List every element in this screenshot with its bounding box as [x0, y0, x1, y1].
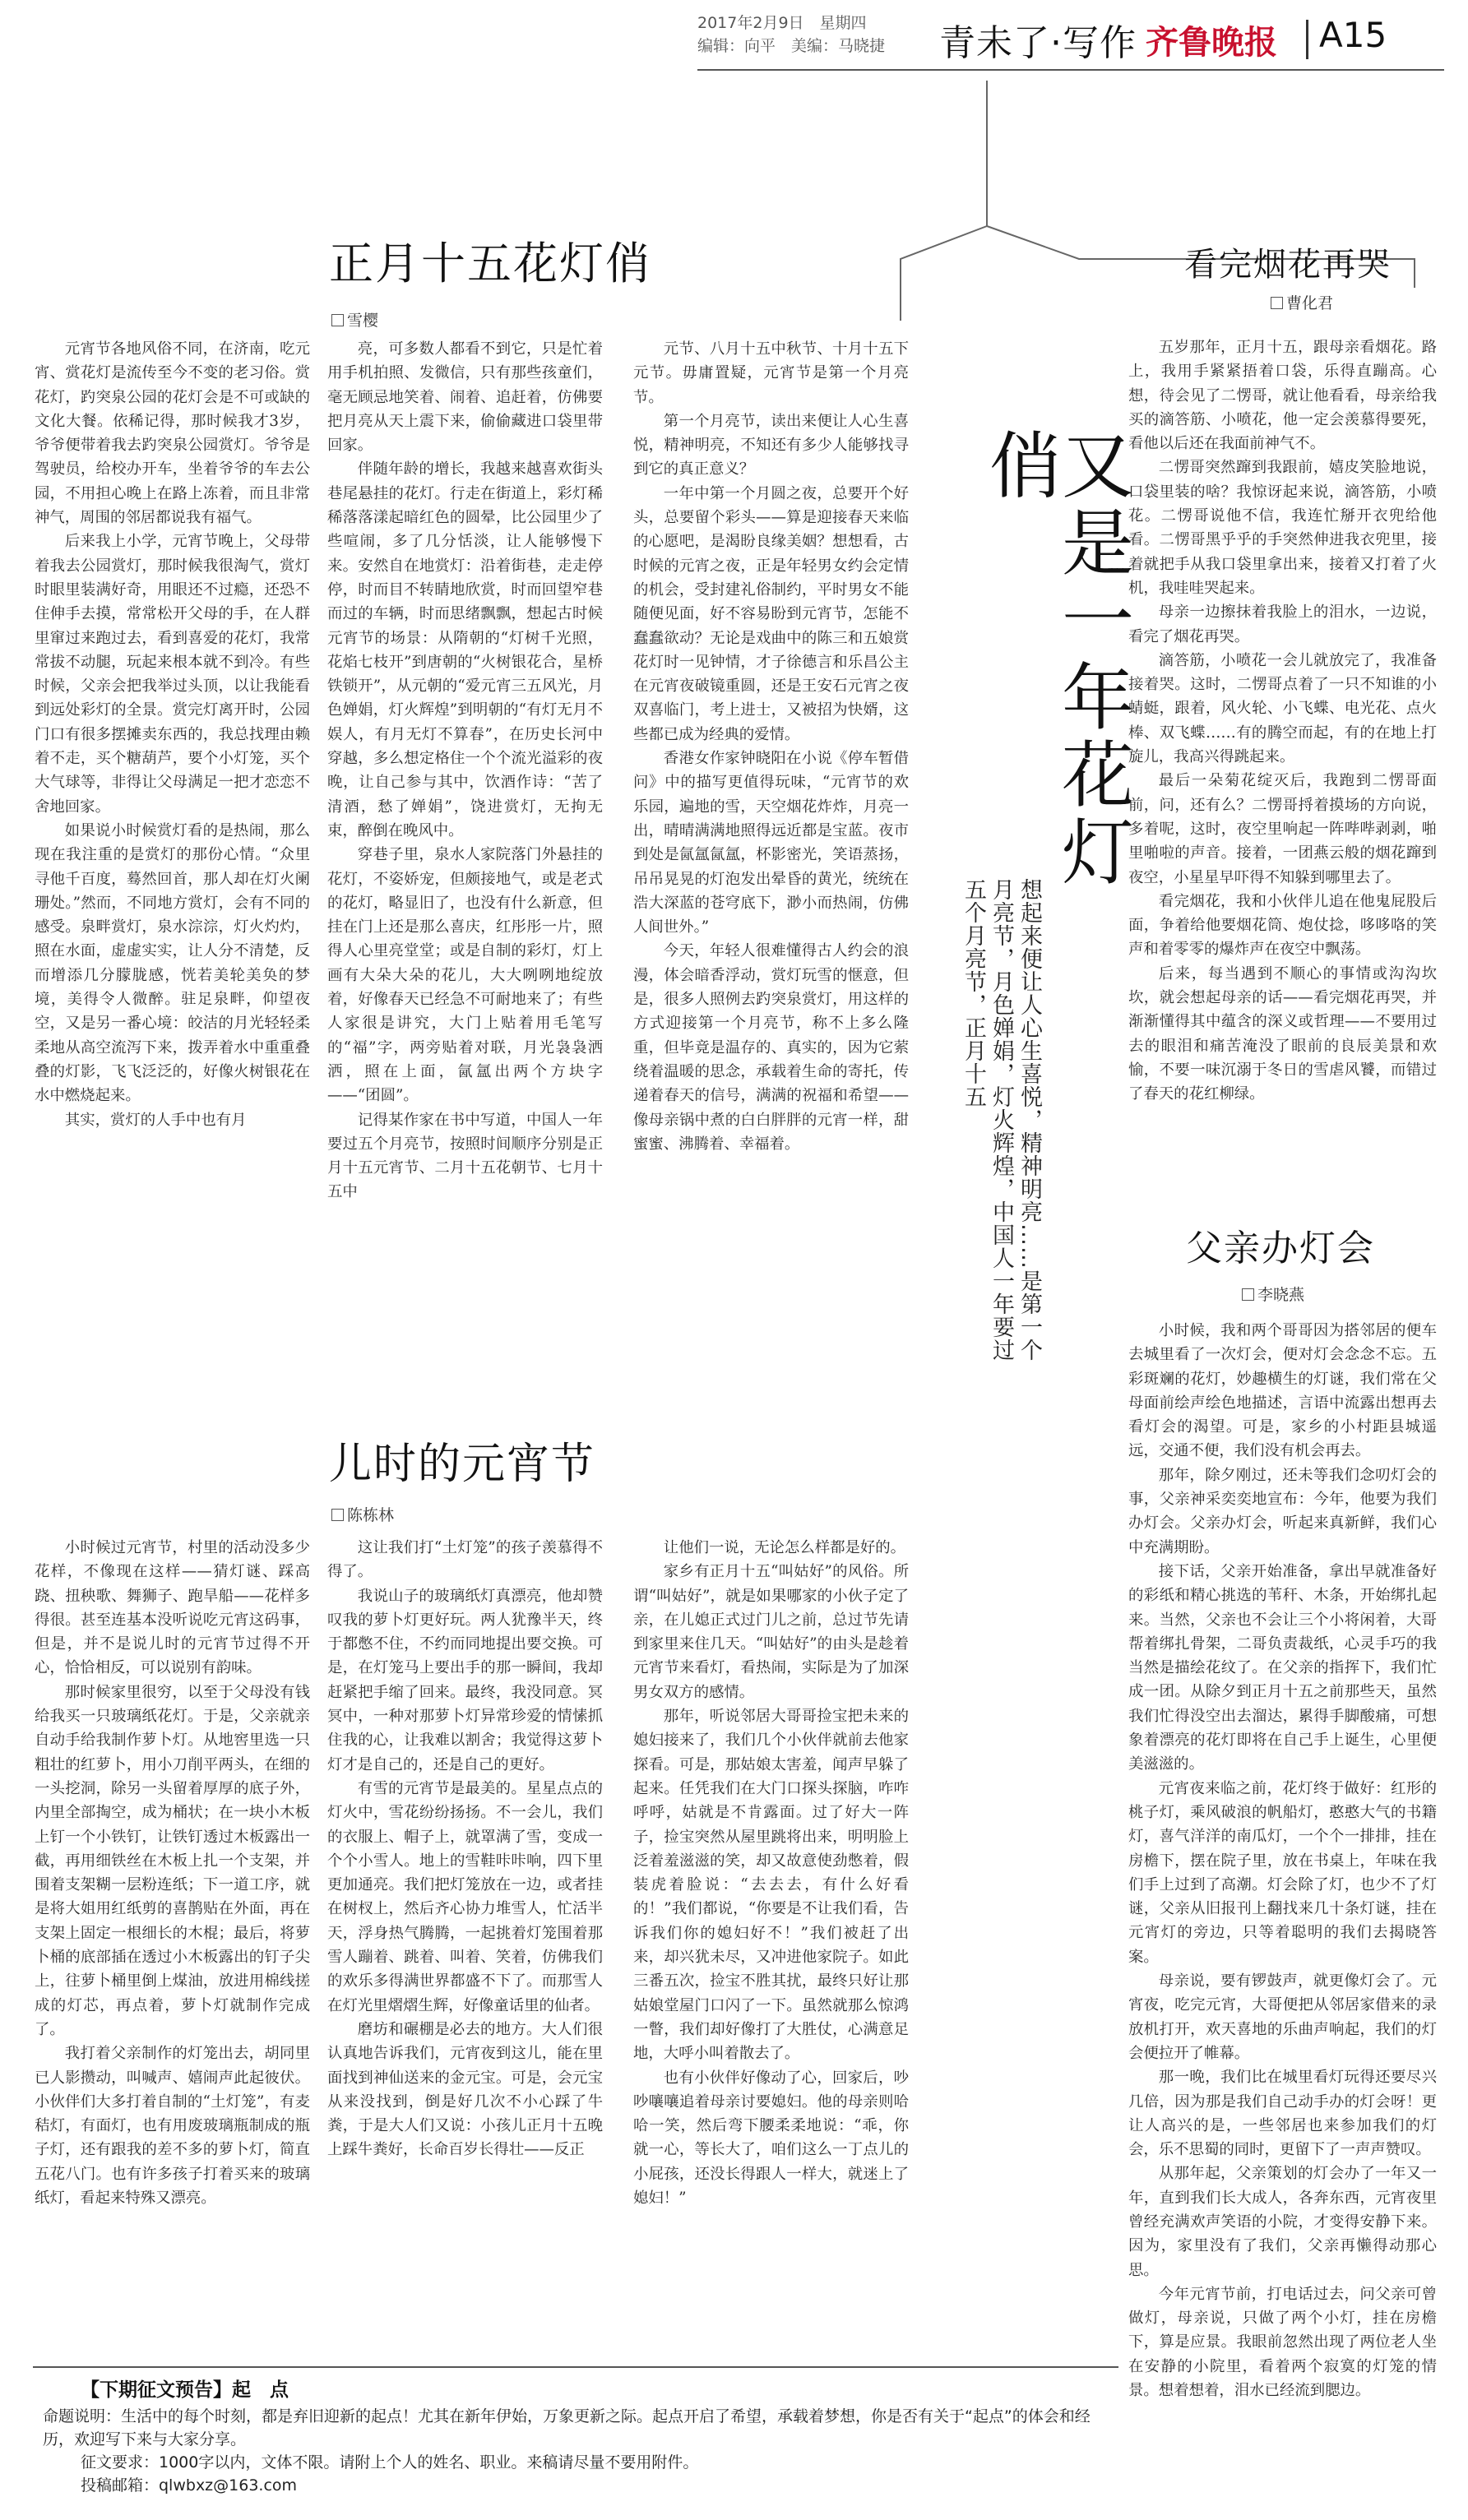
- paragraph: 母亲说，要有锣鼓声，就更像灯会了。元宵夜，吃完元宵，大哥便把从邻居家借来的录放机打开，欢天喜地的乐曲声响起，我们的灯会便拉开了帷幕。: [1128, 1972, 1437, 2062]
- issue-date: 2017年2月9日 星期四: [697, 14, 867, 32]
- feature-vertical-title: 又是一年花灯俏: [978, 428, 1135, 891]
- paragraph: 这让我们打“土灯笼”的孩子羡慕得不得了。: [327, 1539, 603, 1581]
- section-title: 青未了·写作: [939, 22, 1137, 64]
- paragraph: 元宵节各地风俗不同，在济南，吃元宵、赏花灯是流传至今不变的老习俗。赏花灯，趵突泉公园的花灯会是不可或缺的文化大餐。依稀记得，那时候我才3岁，爷爷便带着我去趵突泉公园赏灯。爷爷是驾驶员，给校办开车，坐着爷爷的车去公园，不用担心晚上在路上冻着，而且非常神气，周围的邻居都说我有福气。: [35, 340, 310, 527]
- paragraph: 让他们一说，无论怎么样都是好的。: [663, 1539, 906, 1556]
- paragraph: 看完烟花，我和小伙伴儿追在他鬼屁股后面，争着给他要烟花筒、炮仗捻，哆哆咯的笑声和着零零的爆炸声在夜空中飘荡。: [1128, 892, 1437, 959]
- father-article-title: 父亲办灯会: [1186, 1228, 1375, 1269]
- fireworks-article-body: [1128, 335, 1437, 1195]
- paragraph: 伴随年龄的增长，我越来越喜欢街头巷尾悬挂的花灯。行走在街道上，彩灯稀稀落落漾起暗红色的圆晕，比公园里少了些喧闹，多了几分恬淡，让人能够慢下来。安然自在地赏灯：沿着街巷，走走停停，时而目不转睛地欣赏，时而回望窄巷而过的车辆，时而思绪飘飘，想起古时候元宵节的场景：从隋朝的“灯树千光照，花焰七枝开”到唐朝的“火树银花合，星桥铁锁开”，从元朝的“爱元宵三五风光，月色婵娟，灯火辉煌”到明朝的“有灯无月不娱人，有月无灯不算春”，在历史长河中穿越，多么想定格住一个个流光溢彩的夜晚，让自己参与其中，饮酒作诗：“苦了清酒，愁了婵娟”，饶进赏灯，无拘无束，醉倒在晚风中。: [327, 460, 603, 839]
- paragraph: 我打着父亲制作的灯笼出去，胡同里已人影攒动，叫喊声、嬉闹声此起彼伏。小伙伴们大多打着自制的“土灯笼”，有麦秸灯，有面灯，也有用废玻璃瓶制成的瓶子灯，还有跟我的差不多的萝卜灯，简直五花八门。也有许多孩子打着买来的玻璃纸灯，看起来特殊又漂亮。: [35, 2045, 310, 2208]
- lantern-article-byline: [331, 308, 378, 331]
- childhood-article-author: 陈栋林: [347, 1506, 395, 1524]
- paragraph: 元宵夜来临之前，花灯终于做好：红形的桃子灯，乘风破浪的帆船灯，憨憨大气的书籍灯，喜气洋洋的南瓜灯，一个个一排排，挂在房檐下，摆在院子里，放在书桌上，年味在我们手上过到了高潮。灯会除了灯，也少不了灯谜，父亲从旧报刊上翻找来几十条灯谜，挂在元宵灯的旁边，只等着聪明的我们去揭晓答案。: [1128, 1779, 1437, 1966]
- childhood-column-3: [633, 1536, 909, 2358]
- childhood-column-2: [327, 1536, 603, 2358]
- paragraph: 接下话，父亲开始准备，拿出早就准备好的彩纸和精心挑选的苇秆、木条，开始绑扎起来。当然，父亲也不会让三个小将闲着，大哥帮着绑扎骨架，二哥负责裁纸，心灵手巧的我当然是描绘花纹了。在父亲的指挥下，我们忙成一团。从除夕到正月十五之前那些天，虽然我们忙得没空出去溜达，累得手脚酸痛，可想象着漂亮的花灯即将在自己手上诞生，心里便美滋滋的。: [1128, 1562, 1437, 1773]
- submission-requirements: 征文要求：1000字以内，文体不限。请附上个人的姓名、职业。来稿请尽量不要用附件。: [81, 2453, 699, 2471]
- paragraph: 后来，每当遇到不顺心的事情或沟沟坎坎，就会想起母亲的话——看完烟花再哭，并渐渐懂得其中蕴含的深义或哲理——不要用过去的眼泪和痛苦淹没了眼前的良辰美景和欢愉，不要一味沉溺于冬日的雪虐风饕，而错过了春天的花红柳绿。: [1128, 964, 1437, 1103]
- paragraph: 磨坊和碾棚是必去的地方。大人们很认真地告诉我们，元宵夜到这儿，能在里面找到神仙送来的金元宝。可是，会元宝从来没找到，倒是好几次不小心踩了牛粪，于是大人们又说：小孩儿正月十五晚上踩牛粪好，长命百岁长得壮——反正: [327, 2020, 603, 2159]
- lantern-column-1: [35, 337, 310, 1371]
- feature-vertical-subtitle: 想起来便让人心生喜悦，精神明亮……是第一个月亮节，月色婵娟，灯火辉煌，中国人一年要过五个月亮节，正月十五: [961, 878, 1042, 1362]
- next-issue-label: 【下期征文预告】起 点: [81, 2379, 289, 2401]
- paragraph: 那年，听说邻居大哥哥捡宝把未来的媳妇接来了，我们几个小伙伴就前去他家探看。可是，那姑娘太害羞，闻声早躲了起来。任凭我们在大门口探头探脑，咋咋呼呼，姑就是不肯露面。过了好大一阵子，捡宝突然从屋里跳将出来，明明脸上泛着羞滋滋的笑，却又故意使劲憋着，假装虎着脸说：“去去去，有什么好看的！”我们都说，“你要是不让我们看，告诉我们你的媳妇好不！”我们被赶了出来，却兴犹未尽，又冲进他家院子。如此三番五次，捡宝不胜其扰，最终只好让那姑娘堂屋门口闪了一下。虽然就那么惊鸿一瞥，我们却好像打了大胜仗，心满意足地，大呼小叫着散去了。: [633, 1708, 909, 2063]
- paragraph: 穿巷子里，泉水人家院落门外悬挂的花灯，不姿娇宠，但颇接地气，或是老式的花灯，略显旧了，也没有什么新意，但挂在门上还是那么喜庆，红彤彤一片，照得人心里亮堂堂；或是自制的彩灯，灯上画有大朵大朵的花儿，大大咧咧地绽放着，好像春天已经急不可耐地来了；有些人家很是讲究，大门上贴着用毛笔写的“福”字，两旁贴着对联，月光袅袅洒洒，照在上面，氤氲出两个方块字——“团圆”。: [327, 846, 603, 1105]
- paragraph: 最后一朵菊花绽灭后，我跑到二愣哥面前，问，还有么？二愣哥捋着摸场的方向说，多着呢，这时，夜空里响起一阵哔哔剥剥，啪里啪啦的声音。接着，一团燕云般的烟花蹿到夜空，小星星早吓得不知躲到哪里去了。: [1128, 772, 1437, 886]
- paragraph: 其实，赏灯的人手中也有月: [64, 1111, 247, 1129]
- paragraph: 今天，年轻人很难懂得古人约会的浪漫，体会暗香浮动，赏灯玩雪的惬意，但是，很多人照例去趵突泉赏灯，用这样的方式迎接第一个月亮节，称不上多么隆重，但毕竟是温存的、真实的，因为它萦绕着温暖的思念，承载着生命的寄托，传递着春天的信号，满满的祝福和希望——像母亲锅中煮的白白胖胖的元宵一样，甜蜜蜜、沸腾着、幸福着。: [633, 942, 909, 1153]
- paragraph: 今年元宵节前，打电话过去，问父亲可曾做灯，母亲说，只做了两个小灯，挂在房檐下，算是应景。我眼前忽然出现了两位老人坐在安静的小院里，看着两个寂寞的灯笼的情景。想着想着，泪水已经流到腮边。: [1128, 2285, 1437, 2400]
- father-article-body: [1128, 1319, 1437, 2511]
- paragraph: 我说山子的玻璃纸灯真漂亮，他却赞叹我的萝卜灯更好玩。两人犹豫半天，终于都憋不住，不约而同地提出要交换。可是，在灯笼马上要出手的那一瞬间，我却赶紧把手缩了回来。最终，我没同意。冥冥中，一种对那萝卜灯异常珍爱的情愫抓住我的心，让我难以割舍；我觉得这萝卜灯才是自己的，还是自己的更好。: [327, 1587, 603, 1773]
- footer-rule: [33, 2366, 1118, 2368]
- paragraph: 也有小伙伴好像动了心，回家后，吵吵嚷嚷追着母亲讨要媳妇。他的母亲则哈哈一笑，然后弯下腰柔柔地说：“乖，你就一心，等长大了，咱们这么一丁点儿的小屁孩，还没长得跟人一样大，就迷上了媳妇！”: [633, 2069, 909, 2208]
- paragraph: 从那年起，父亲策划的灯会办了一年又一年，直到我们长大成人，各奔东西，元宵夜里曾经充满欢声笑语的小院，才变得安静下来。因为，家里没有了我们，父亲再懒得动那心思。: [1128, 2165, 1437, 2279]
- paragraph: 后来我上小学，元宵节晚上，父母带着我去公园赏灯，那时候我很淘气，赏灯时眼里装满好奇，用眼还不过瘾，还恐不住伸手去摸，常常松开父母的手，在人群里窜过来跑过去，看到喜爱的花灯，我常常拔不动腿，玩起来根本就不到冷。有些时候，父亲会把我举过头顶，以让我能看到远处彩灯的全景。赏完灯离开时，公园门口有很多摆摊卖东西的，我总找理由赖着不走，买个糖葫芦，要个小灯笼，买个大气球等，非得让父母满足一把才恋恋不舍地回家。: [35, 533, 310, 816]
- paragraph: 滴答筋，小喷花一会儿就放完了，我准备接着哭。这时，二愣哥点着了一只不知谁的小蜻蜓，跟着，风火轮、小飞蝶、电光花、点火棒、双飞蝶……有的腾空而起，有的在地上打旋儿，我高兴得跳起来。: [1128, 651, 1437, 766]
- paragraph: 那时候家里很穷，以至于父母没有钱给我买一只玻璃纸花灯。于是，父亲就亲自动手给我制作萝卜灯。从地窖里选一只粗壮的红萝卜，用小刀削平两头，在细的一头挖洞，除另一头留着厚厚的底子外，内里全部掏空，成为桶状；在一块小木板上钉一个小铁钉，让铁钉透过木板露出一截，再用细铁丝在木板上扎一个支架，并围着支架糊一层粉连纸；下一道工序，就是将大姐用红纸剪的喜鹊贴在外面，再在支架上固定一根细长的木棍；最后，将萝卜桶的底部插在透过小木板露出的钉子尖上，往萝卜桶里倒上煤油，放进用棉线搓成的灯芯，再点着，萝卜灯就制作完成了。: [35, 1683, 310, 2038]
- editors-line: 编辑：向平 美编：马晓捷: [697, 37, 886, 55]
- paragraph: 记得某作家在书中写道，中国人一年要过五个月亮节，按照时间顺序分别是正月十五元宵节、二月十五花朝节、七月十五中: [327, 1111, 603, 1201]
- theme-description: 命题说明：生活中的每个时刻，都是弃旧迎新的起点！尤其在新年伊始，万象更新之际。起点开启了希望，承载着梦想，你是否有关于“起点”的体会和经历，欢迎写下来与大家分享。: [43, 2407, 1091, 2448]
- paragraph: 家乡有正月十五“叫姑好”的风俗。所谓“叫姑好”，就是如果哪家的小伙子定了亲，在儿媳正式过门儿之前，总过节先请到家里来住几天。“叫姑好”的由头是趁着元宵节来看灯，看热闹，实际是为了加深男女双方的感情。: [633, 1563, 909, 1701]
- childhood-article-title: 儿时的元宵节: [329, 1440, 596, 1489]
- paragraph: 小时候过元宵节，村里的活动没多少花样，不像现在这样——猜灯谜、踩高跷、扭秧歌、舞狮子、跑旱船——花样多得很。甚至连基本没听说吃元宵这码事，但是，并不是说儿时的元宵节过得不开心，恰恰相反，可以说别有韵味。: [35, 1539, 310, 1677]
- header-rule: [697, 69, 1444, 71]
- paragraph: 那一晚，我们比在城里看灯玩得还要尽兴几倍，因为那是我们自己动手办的灯会呀！更让人高兴的是，一些邻居也来参加我们的灯会，乐不思蜀的同时，更留下了一声声赞叹。: [1128, 2069, 1437, 2159]
- lantern-column-3: [633, 337, 909, 1371]
- fireworks-article-title: 看完烟花再哭: [1184, 246, 1392, 284]
- fireworks-article-byline: [1271, 291, 1333, 313]
- paragraph: 二愣哥突然蹿到我跟前，嬉皮笑脸地说，口袋里装的啥？我惊讶起来说，滴答筋，小喷花。二愣哥说他不信，我连忙掰开衣兜给他看。二愣哥黑乎乎的手突然伸进我衣兜里，接着就把手从我口袋里拿出来，接着又打着了火机，我哇哇哭起来。: [1128, 459, 1437, 597]
- next-issue-preview: [33, 2370, 1118, 2497]
- paragraph: 元节、八月十五中秋节、十月十五下元节。毋庸置疑，元宵节是第一个月亮节。: [633, 340, 909, 406]
- header-divider: [1306, 20, 1308, 59]
- lantern-column-2: [327, 337, 603, 1371]
- lantern-article-author: 雪樱: [347, 312, 379, 330]
- childhood-column-1: [35, 1536, 310, 2358]
- lantern-article-title: 正月十五花灯俏: [329, 238, 651, 289]
- paragraph: 有雪的元宵节是最美的。星星点点的灯火中，雪花纷纷扬扬。不一会儿，我们的衣服上、帽子上，就罩满了雪，变成一个个小雪人。地上的雪鞋咔咔响，四下里更加通亮。我们把灯笼放在一边，或者挂在树杈上，然后齐心协力堆雪人，忙活半天，浮身热气腾腾，一起挑着灯笼围着那雪人蹦着、跳着、叫着、笑着，仿佛我们的欢乐多得满世界都盛不下了。而那雪人在灯光里熠熠生辉，好像童话里的仙者。: [327, 1779, 603, 2014]
- father-article-author: 李晓燕: [1257, 1286, 1305, 1304]
- newspaper-logo: 齐鲁晚报: [1146, 23, 1277, 62]
- childhood-article-byline: [331, 1503, 394, 1525]
- page-number: A15: [1319, 15, 1387, 55]
- paragraph: 亮，可多数人都看不到它，只是忙着用手机拍照、发微信，只有那些孩童们，毫无顾忌地笑着、闹着、追赶着，仿佛要把月亮从天上震下来，偷偷藏进口袋里带回家。: [327, 340, 603, 455]
- paragraph: 五岁那年，正月十五，跟母亲看烟花。路上，我用手紧紧捂着口袋，乐得直蹦高。心想，待会见了二愣哥，就让他看看，母亲给我买的滴答筋、小喷花，他一定会羡慕得要死，看他以后还在我面前神气不。: [1128, 339, 1437, 453]
- paragraph: 香港女作家钟晓阳在小说《停车暂借问》中的描写更值得玩味，“元宵节的欢乐园，遍地的雪，天空烟花炸炸，月亮一出，晴晴满满地照得远近都是宝蓝。夜市到处是氤氲氤氲，杯影密光，笑语蒸扬，吊吊晃晃的灯泡发出晕昏的黄光，统统在浩大深蓝的苍穹底下，渺小而热闹，仿佛人间世外。”: [633, 750, 909, 936]
- paragraph: 小时候，我和两个哥哥因为搭邻居的便车去城里看了一次灯会，便对灯会念念不忘。五彩斑斓的花灯，妙趣横生的灯谜，我们常在父母面前绘声绘色地描述，言语中流露出想再去看灯会的渴望。可是，家乡的小村距县城遥远，交通不便，我们没有机会再去。: [1128, 1322, 1437, 1460]
- paragraph: 如果说小时候赏灯看的是热闹，那么现在我注重的是赏灯的那份心情。“众里寻他千百度，蓦然回首，那人却在灯火阑珊处。”然而，不同地方赏灯，会有不同的感受。泉畔赏灯，泉水淙淙，灯火灼灼，照在水面，虚虚实实，让人分不清楚，反而增添几分朦胧感，恍若美轮美奂的梦境，美得令人微醉。驻足泉畔，仰望夜空，又是另一番心境：皎洁的月光轻轻柔柔地从高空流泻下来，拨弄着水中重重叠叠的灯影，飞飞泛泛的，好像火树银花在水中燃烧起来。: [35, 821, 310, 1105]
- paragraph: 第一个月亮节，读出来便让人心生喜悦，精神明亮，不知还有多少人能够找寻到它的真正意义？: [633, 412, 909, 479]
- paragraph: 一年中第一个月圆之夜，总要开个好头，总要留个彩头——算是迎接春天来临的心愿吧，是渴盼良缘美姻？想想看，古时候的元宵之夜，正是年轻男女约会定情的机会，受封建礼俗制约，平时男女不能随便见面，好不容易盼到元宵节，怎能不蠢蠢欲动？无论是戏曲中的陈三和五娘赏花灯时一见钟情，才子徐德言和乐昌公主在元宵夜破镜重圆，还是王安石元宵之夜双喜临门，考上进士，又被招为快婿，这些都已成为经典的爱情。: [633, 484, 909, 743]
- father-article-byline: [1242, 1283, 1304, 1305]
- paragraph: 母亲一边擦抹着我脸上的泪水，一边说，看完了烟花再哭。: [1128, 603, 1437, 645]
- fireworks-article-author: 曹化君: [1286, 294, 1334, 312]
- submission-email: 投稿邮箱：qlwbxz@163.com: [81, 2476, 298, 2495]
- paragraph: 那年，除夕刚过，还未等我们念叨灯会的事，父亲神采奕奕地宣布：今年，他要为我们办灯会。父亲办灯会，听起来真新鲜，我们心中充满期盼。: [1128, 1466, 1437, 1556]
